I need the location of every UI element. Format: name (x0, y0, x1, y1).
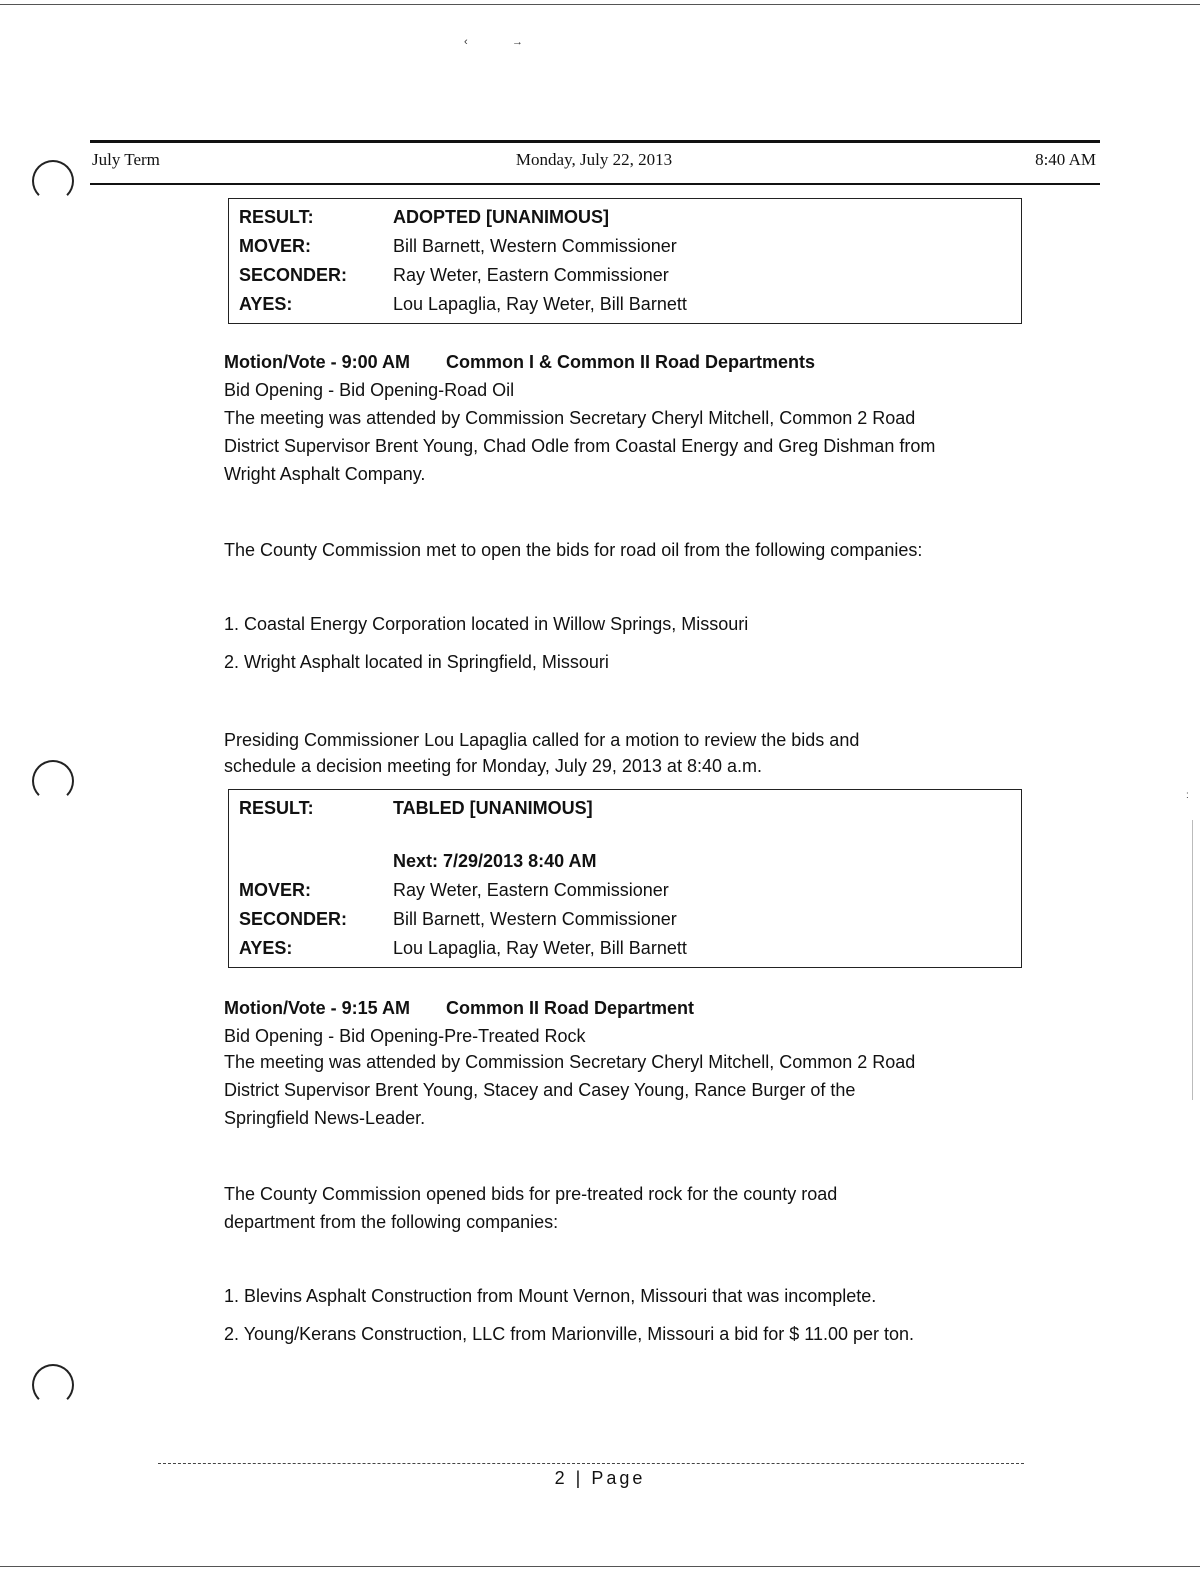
company-list-item: 1. Blevins Asphalt Construction from Mount Vernon, Missouri that was incomplete. (224, 1286, 877, 1306)
binder-hole-icon (32, 1364, 74, 1406)
vote-value: Ray Weter, Eastern Commissioner (393, 265, 669, 285)
vote-row-next (239, 847, 1021, 876)
vote-value: Lou Lapaglia, Ray Weter, Bill Barnett (393, 294, 687, 314)
vote-value: Bill Barnett, Western Commissioner (393, 236, 677, 256)
motion-department: Common I & Common II Road Departments (446, 352, 816, 372)
vote-row-spacer (239, 823, 1021, 847)
attendance-line: Springfield News-Leader. (224, 1108, 426, 1128)
vote-row-result (239, 203, 1021, 232)
motion-heading (224, 994, 694, 1022)
binder-hole-icon (32, 160, 74, 202)
motion-department: Common II Road Department (446, 998, 695, 1018)
page-header (92, 150, 1096, 176)
motion-time: Motion/Vote - 9:00 AM (224, 352, 410, 372)
vote-row-mover (239, 232, 1021, 261)
company-list-item: 1. Coastal Energy Corporation located in Willow Springs, Missouri (224, 614, 749, 634)
bids-intro: The County Commission met to open the bids for road oil from the following companies: (224, 540, 923, 560)
vote-row-result (239, 794, 1021, 823)
scan-mark-right: → (512, 36, 523, 48)
vote-value: ADOPTED [UNANIMOUS] (393, 207, 609, 227)
vote-label: MOVER: (239, 880, 311, 900)
vote-value: TABLED [UNANIMOUS] (393, 798, 593, 818)
header-time: 8:40 AM (1035, 150, 1096, 169)
vote-value: Bill Barnett, Western Commissioner (393, 909, 677, 929)
company-list-item: 2. Wright Asphalt located in Springfield, Missouri (224, 652, 609, 672)
header-term: July Term (92, 150, 160, 169)
motion-call-line: Presiding Commissioner Lou Lapaglia called for a motion to review the bids and (224, 730, 860, 750)
bids-intro: The County Commission opened bids for pre-treated rock for the county road (224, 1184, 838, 1204)
page-number: 2 | Page (554, 1468, 646, 1488)
vote-label: MOVER: (239, 236, 311, 256)
vote-label: SECONDER: (239, 909, 348, 929)
vote-label: AYES: (239, 938, 293, 958)
attendance-line: District Supervisor Brent Young, Stacey and Casey Young, Rance Burger of the (224, 1080, 856, 1100)
page-top-edge (0, 4, 1200, 5)
bid-opening-line: Bid Opening - Bid Opening-Pre-Treated Rock (224, 1026, 586, 1046)
vote-result-box (228, 789, 1022, 968)
vote-row-seconder (239, 261, 1021, 290)
bids-intro: department from the following companies: (224, 1212, 559, 1232)
binder-hole-icon (32, 760, 74, 802)
vote-row-seconder (239, 905, 1021, 934)
page-bottom-edge (0, 1566, 1200, 1567)
vote-row-mover (239, 876, 1021, 905)
attendance-line: Wright Asphalt Company. (224, 464, 426, 484)
vote-label: SECONDER: (239, 265, 348, 285)
header-bottom-rule (90, 183, 1100, 185)
vote-result-box (228, 198, 1022, 324)
vote-label: AYES: (239, 294, 293, 314)
attendance-line: The meeting was attended by Commission Secretary Cheryl Mitchell, Common 2 Road (224, 408, 916, 428)
scan-artifact-line (1192, 820, 1193, 1100)
motion-heading (224, 348, 815, 376)
header-top-rule (90, 140, 1100, 143)
vote-row-ayes (239, 290, 1021, 319)
motion-call-line: schedule a decision meeting for Monday, July 29, 2013 at 8:40 a.m. (224, 756, 762, 776)
attendance-line: District Supervisor Brent Young, Chad Odle from Coastal Energy and Greg Dishman from (224, 436, 936, 456)
vote-row-ayes (239, 934, 1021, 963)
attendance-line: The meeting was attended by Commission Secretary Cheryl Mitchell, Common 2 Road (224, 1052, 916, 1072)
company-list-item: 2. Young/Kerans Construction, LLC from Marionville, Missouri a bid for $ 11.00 per ton. (224, 1324, 915, 1344)
vote-value: Ray Weter, Eastern Commissioner (393, 880, 669, 900)
margin-mark: : (1186, 790, 1189, 801)
vote-value: Lou Lapaglia, Ray Weter, Bill Barnett (393, 938, 687, 958)
scan-mark-left: ‹ (464, 36, 468, 48)
vote-label: RESULT: (239, 798, 314, 818)
footer-rule (158, 1463, 1024, 1464)
header-date: Monday, July 22, 2013 (515, 150, 673, 169)
vote-label: RESULT: (239, 207, 314, 227)
bid-opening-line: Bid Opening - Bid Opening-Road Oil (224, 380, 515, 400)
vote-next-meeting: Next: 7/29/2013 8:40 AM (393, 851, 597, 871)
motion-time: Motion/Vote - 9:15 AM (224, 998, 410, 1018)
